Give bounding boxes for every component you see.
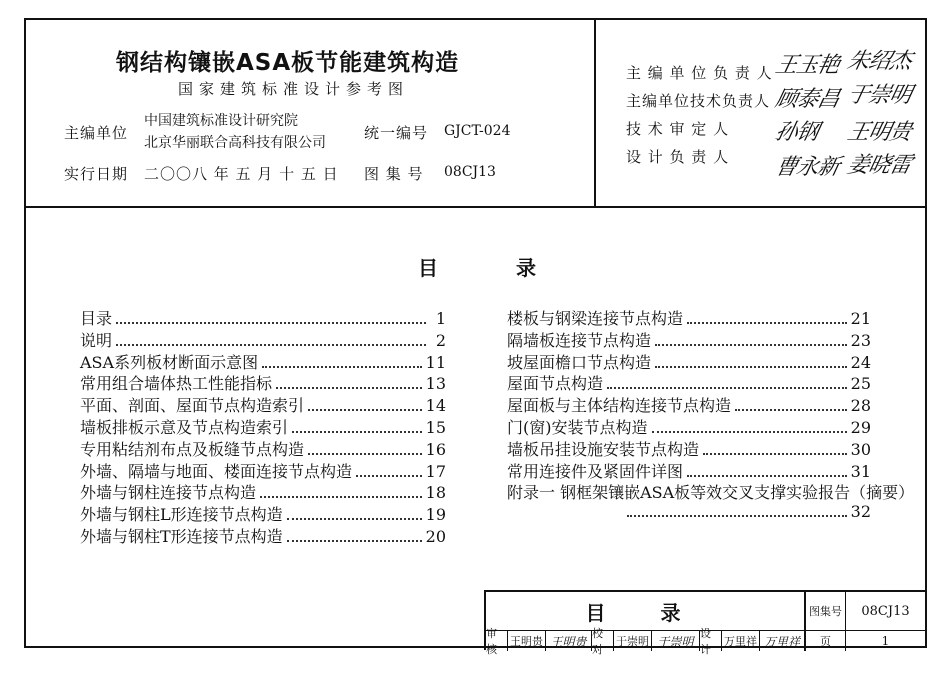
toc-leader-dots [735, 400, 847, 411]
toc-entry[interactable] [80, 459, 446, 479]
toc-entry-label: 屋面板与主体结构连接节点构造 [507, 396, 732, 416]
effective-date-label: 实行日期 [64, 165, 129, 183]
toc-entry-label: 楼板与钢梁连接节点构造 [507, 309, 684, 328]
atlas-subtitle: 国家建筑标准设计参考图 [178, 80, 410, 98]
signature-2a: 顾泰昌 [772, 87, 842, 112]
toc-entry[interactable] [80, 524, 446, 544]
toc-entry-label: 外墙、隔墙与地面、楼面连接节点构造 [80, 461, 353, 481]
title-block-atlas-no: 08CJ13 [861, 603, 910, 619]
toc-entry[interactable] [507, 437, 871, 457]
toc-entry[interactable] [507, 459, 871, 479]
toc-title-left: 目 [418, 256, 438, 280]
toc-entry-page: 20 [425, 527, 446, 546]
editor-unit-label: 主编单位 [64, 124, 129, 142]
toc-entry[interactable] [80, 328, 446, 348]
toc-leader-dots [262, 357, 422, 368]
unified-no: GJCT-024 [444, 123, 511, 139]
toc-entry[interactable] [80, 350, 446, 370]
effective-date: 二〇〇八 年 五 月 十 五 日 [144, 165, 339, 183]
signature-4a: 曹永新 [772, 155, 842, 180]
page-no: 1 [881, 634, 890, 648]
toc-leader-dots [308, 400, 422, 411]
toc-entry-page: 30 [850, 439, 871, 459]
toc-leader-dots [687, 466, 847, 477]
toc-entry-page: 13 [425, 374, 446, 394]
toc-entry[interactable] [507, 393, 871, 416]
toc-entry-label: 平面、剖面、屋面节点构造索引 [80, 396, 305, 416]
toc-entry-page: 23 [850, 330, 871, 350]
toc-entry-label: 外墙与钢柱T形连接节点构造 [80, 527, 283, 546]
signature-4b: 姜晓雷 [844, 153, 914, 178]
signature-2b: 于崇明 [844, 83, 914, 108]
toc-entry[interactable] [507, 350, 871, 370]
toc-leader-dots [287, 509, 422, 520]
toc-entry[interactable] [80, 415, 446, 435]
toc-leader-dots [287, 531, 422, 542]
toc-entry-page: 25 [850, 374, 871, 394]
toc-entry[interactable] [80, 393, 446, 416]
title-block [484, 590, 925, 656]
toc-leader-dots [627, 506, 847, 517]
check-name: 于崇明 [614, 631, 652, 651]
toc-entry-page: 11 [425, 352, 446, 372]
toc-title-right: 录 [516, 256, 536, 280]
toc-leader-dots [116, 335, 426, 346]
toc-entry-page: 29 [850, 418, 871, 437]
design-signature: 万里祥 [760, 631, 806, 651]
review-label: 审核 [486, 631, 508, 651]
toc-leader-dots [687, 313, 847, 324]
signature-3b: 王明贵 [844, 120, 914, 145]
page-label: 页 [806, 631, 846, 651]
design-name: 万里祥 [722, 631, 760, 651]
toc-entry-page: 24 [850, 352, 871, 372]
responsible-label-1: 主 编 单 位 负 责 人 [626, 64, 773, 82]
toc-leader-dots [607, 378, 847, 389]
toc-leader-dots [356, 466, 422, 477]
check-label: 校对 [592, 631, 614, 651]
toc-entry[interactable] [80, 437, 446, 457]
design-label: 设计 [700, 631, 722, 651]
toc-entry[interactable] [80, 502, 446, 525]
toc-leader-dots [652, 422, 847, 433]
review-signature: 王明贵 [546, 631, 592, 651]
title-block-atlas-label: 图集号 [806, 592, 846, 630]
toc-entry[interactable] [507, 415, 871, 435]
toc-entry-page: 21 [850, 309, 871, 328]
toc-entry-label: 目录 [80, 309, 113, 328]
toc-entry-label: 屋面节点构造 [507, 374, 604, 394]
toc-entry[interactable] [507, 328, 871, 348]
atlas-no: 08CJ13 [444, 164, 496, 180]
toc-entry-page: 18 [425, 483, 446, 503]
atlas-no-label: 图 集 号 [364, 165, 424, 183]
toc-entry-label: 墙板吊挂设施安装节点构造 [507, 439, 700, 459]
toc-entry-label: 外墙与钢柱连接节点构造 [80, 483, 257, 503]
toc-entry-page: 19 [425, 505, 446, 525]
toc-entry[interactable] [507, 306, 871, 326]
toc-leader-dots [292, 422, 422, 433]
toc-leader-dots [703, 444, 847, 455]
responsible-label-4: 设 计 负 责 人 [626, 148, 730, 166]
toc-leader-dots [116, 313, 426, 324]
atlas-title: 钢结构镶嵌ASA板节能建筑构造 [116, 50, 460, 76]
toc-entry-label: 常用连接件及紧固件详图 [507, 461, 684, 481]
toc-entry[interactable] [80, 306, 446, 326]
review-name: 王明贵 [508, 631, 546, 651]
toc-entry[interactable] [80, 480, 446, 503]
toc-entry-label: 外墙与钢柱L形连接节点构造 [80, 505, 283, 525]
toc-entry-label: 坡屋面檐口节点构造 [507, 352, 652, 372]
signature-1b: 朱绍杰 [844, 49, 914, 74]
toc-leader-dots [260, 487, 422, 498]
toc-entry-page: 1 [435, 309, 446, 328]
toc-entry-page: 15 [425, 418, 446, 437]
toc-entry[interactable] [507, 371, 871, 394]
toc-leader-dots [655, 335, 847, 346]
unified-no-label: 统一编号 [364, 124, 429, 142]
signature-3a: 孙钢 [772, 120, 821, 145]
toc-entry[interactable] [507, 502, 871, 522]
header-block [26, 20, 925, 208]
signature-1a: 王玉艳 [772, 53, 842, 78]
header-divider [594, 20, 596, 206]
toc-entry-label: 门(窗)安装节点构造 [507, 418, 648, 437]
editor-unit-line-2: 北京华丽联合高科技有限公司 [144, 135, 326, 151]
toc-entry-label: 隔墙板连接节点构造 [507, 330, 652, 350]
toc-entry[interactable] [507, 480, 915, 503]
toc-entry-label: 墙板排板示意及节点构造索引 [80, 418, 289, 437]
toc-entry-page: 2 [435, 330, 446, 350]
toc-entry-label: 附录一 钢框架镶嵌ASA板等效交叉支撑实验报告（摘要） [507, 483, 915, 503]
check-signature: 于崇明 [652, 631, 700, 651]
toc-entry-page: 32 [850, 502, 871, 522]
toc-entry-page: 16 [425, 439, 446, 459]
toc-entry-page: 14 [425, 396, 446, 416]
toc-entry[interactable] [80, 371, 446, 394]
toc-leader-dots [308, 444, 422, 455]
drawing-frame [24, 18, 927, 656]
toc-entry-label: 常用组合墙体热工性能指标 [80, 374, 273, 394]
toc-entry-page: 28 [850, 396, 871, 416]
responsible-label-2: 主编单位技术负责人 [626, 92, 771, 110]
toc-entry-label: 专用粘结剂布点及板缝节点构造 [80, 439, 305, 459]
editor-unit-line-1: 中国建筑标准设计研究院 [144, 113, 298, 129]
toc-leader-dots [655, 357, 847, 368]
responsible-label-3: 技 术 审 定 人 [626, 120, 730, 138]
toc-leader-dots [276, 378, 422, 389]
title-block-title: 目 录 [486, 592, 806, 630]
toc-entry-label: ASA系列板材断面示意图 [80, 352, 259, 372]
toc-entry-page: 17 [425, 461, 446, 481]
toc-entry-label: 说明 [80, 330, 113, 350]
toc-entry-page: 31 [850, 461, 871, 481]
